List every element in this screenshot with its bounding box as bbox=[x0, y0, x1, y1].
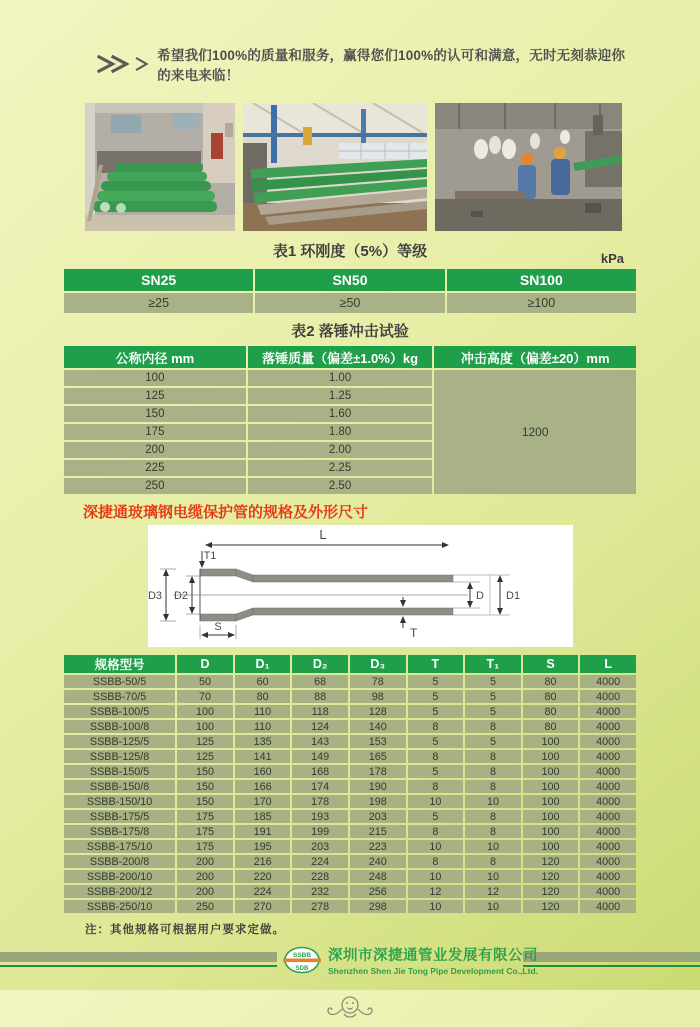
spec-cell: 228 bbox=[292, 870, 348, 883]
spec-cell: 80 bbox=[235, 690, 291, 703]
spec-cell: 80 bbox=[523, 720, 579, 733]
logo-bottom-text: SDB bbox=[295, 966, 309, 972]
spec-cell: 141 bbox=[235, 750, 291, 763]
spec-cell: 80 bbox=[523, 690, 579, 703]
spec-cell: 8 bbox=[408, 825, 464, 838]
spec-cell: 8 bbox=[465, 855, 521, 868]
ring-stiffness-value-row bbox=[64, 293, 636, 313]
footer-left-bar bbox=[0, 952, 277, 967]
spec-cell: 10 bbox=[408, 840, 464, 853]
spec-row bbox=[64, 690, 636, 703]
spec-header: L bbox=[580, 655, 636, 673]
spec-header: D₁ bbox=[235, 655, 291, 673]
impact-table-body bbox=[64, 370, 636, 494]
spec-cell: 224 bbox=[235, 885, 291, 898]
spec-cell: 4000 bbox=[580, 885, 636, 898]
spec-cell: 5 bbox=[408, 810, 464, 823]
spec-cell: 8 bbox=[408, 750, 464, 763]
spec-cell: 250 bbox=[177, 900, 233, 913]
chevron-arrows-icon bbox=[95, 53, 149, 75]
spec-cell: 80 bbox=[523, 705, 579, 718]
spec-row bbox=[64, 735, 636, 748]
impact-header-row bbox=[64, 346, 636, 368]
spec-cell: 190 bbox=[350, 780, 406, 793]
table1-title: 表1 环刚度（5%）等级 bbox=[272, 243, 428, 260]
spec-cell: 110 bbox=[235, 705, 291, 718]
spec-cell: 195 bbox=[235, 840, 291, 853]
pipe-yard-illustration bbox=[85, 103, 235, 231]
impact-cell: 225 bbox=[64, 460, 246, 476]
company-name-cn: 深圳市深捷通管业发展有限公司 bbox=[328, 948, 538, 964]
impact-cell: 200 bbox=[64, 442, 246, 458]
spec-header: S bbox=[523, 655, 579, 673]
spec-cell: 4000 bbox=[580, 780, 636, 793]
spec-cell: 100 bbox=[523, 840, 579, 853]
spec-cell: 199 bbox=[292, 825, 348, 838]
table2-title: 表2 落锤冲击试验 bbox=[291, 323, 409, 340]
spec-cell: 12 bbox=[408, 885, 464, 898]
workers-illustration bbox=[435, 103, 622, 231]
impact-cell: 150 bbox=[64, 406, 246, 422]
spec-cell: 200 bbox=[177, 855, 233, 868]
dim-T1: T1 bbox=[203, 550, 217, 562]
spec-cell: 5 bbox=[465, 735, 521, 748]
footer-company-block bbox=[282, 944, 538, 976]
impact-row bbox=[64, 370, 636, 386]
spec-cell: 4000 bbox=[580, 795, 636, 808]
spec-cell: SSBB-175/8 bbox=[64, 825, 175, 838]
company-logo-icon bbox=[282, 945, 322, 975]
impact-cell: 1.80 bbox=[248, 424, 433, 440]
spec-cell: 160 bbox=[235, 765, 291, 778]
logo-top-text: SSBB bbox=[292, 952, 312, 959]
spec-cell: SSBB-150/10 bbox=[64, 795, 175, 808]
spec-cell: 5 bbox=[408, 675, 464, 688]
spec-cell: SSBB-50/5 bbox=[64, 675, 175, 688]
spec-cell: 4000 bbox=[580, 765, 636, 778]
spec-cell: 100 bbox=[523, 780, 579, 793]
dim-D1: D1 bbox=[506, 590, 521, 602]
spec-cell: 224 bbox=[292, 855, 348, 868]
spec-cell: 220 bbox=[235, 870, 291, 883]
spec-cell: 4000 bbox=[580, 870, 636, 883]
spec-cell: 100 bbox=[177, 705, 233, 718]
spec-cell: SSBB-70/5 bbox=[64, 690, 175, 703]
spec-cell: 270 bbox=[235, 900, 291, 913]
spec-cell: 8 bbox=[408, 720, 464, 733]
spec-row bbox=[64, 765, 636, 778]
impact-cell: 175 bbox=[64, 424, 246, 440]
spec-cell: 5 bbox=[408, 690, 464, 703]
spec-cell: 166 bbox=[235, 780, 291, 793]
spec-row bbox=[64, 720, 636, 733]
dim-D: D bbox=[476, 590, 484, 602]
spec-cell: 232 bbox=[292, 885, 348, 898]
spec-cell: 175 bbox=[177, 840, 233, 853]
production-line-illustration bbox=[243, 103, 427, 231]
spec-cell: 8 bbox=[465, 825, 521, 838]
spec-cell: SSBB-150/5 bbox=[64, 765, 175, 778]
spec-row bbox=[64, 810, 636, 823]
ring-stiffness-value: ≥50 bbox=[255, 293, 444, 313]
spec-cell: 200 bbox=[177, 870, 233, 883]
spec-cell: 150 bbox=[177, 795, 233, 808]
spec-header: T bbox=[408, 655, 464, 673]
spec-cell: 98 bbox=[350, 690, 406, 703]
decorative-flourish bbox=[323, 994, 377, 1027]
spec-cell: 5 bbox=[408, 705, 464, 718]
dim-D2: D2 bbox=[173, 590, 188, 602]
spec-cell: 100 bbox=[523, 810, 579, 823]
impact-cell: 125 bbox=[64, 388, 246, 404]
spec-cell: 100 bbox=[523, 825, 579, 838]
ring-stiffness-value: ≥25 bbox=[64, 293, 253, 313]
spec-cell: 120 bbox=[523, 900, 579, 913]
spec-cell: 168 bbox=[292, 765, 348, 778]
spec-cell: 4000 bbox=[580, 855, 636, 868]
impact-cell: 100 bbox=[64, 370, 246, 386]
slogan-row bbox=[95, 0, 638, 84]
impact-cell: 1.60 bbox=[248, 406, 433, 422]
spec-cell: 5 bbox=[465, 675, 521, 688]
spec-cell: 8 bbox=[408, 780, 464, 793]
spec-cell: SSBB-100/8 bbox=[64, 720, 175, 733]
ring-stiffness-header: SN100 bbox=[447, 269, 636, 291]
spec-cell: SSBB-175/10 bbox=[64, 840, 175, 853]
spec-cell: 178 bbox=[350, 765, 406, 778]
spec-row bbox=[64, 840, 636, 853]
spec-cell: 4000 bbox=[580, 825, 636, 838]
spec-cell: SSBB-200/8 bbox=[64, 855, 175, 868]
spec-cell: SSBB-125/5 bbox=[64, 735, 175, 748]
impact-table bbox=[62, 344, 638, 496]
spec-cell: 10 bbox=[408, 870, 464, 883]
spec-header: T₁ bbox=[465, 655, 521, 673]
spec-cell: SSBB-150/8 bbox=[64, 780, 175, 793]
dim-D3: D3 bbox=[148, 590, 162, 602]
photo-pipe-yard bbox=[85, 103, 235, 231]
spec-cell: 124 bbox=[292, 720, 348, 733]
spec-cell: 215 bbox=[350, 825, 406, 838]
flourish-icon bbox=[323, 994, 377, 1022]
spec-cell: 150 bbox=[177, 780, 233, 793]
footer bbox=[0, 944, 700, 988]
spec-cell: 5 bbox=[465, 705, 521, 718]
spec-row bbox=[64, 870, 636, 883]
spec-cell: 174 bbox=[292, 780, 348, 793]
spec-cell: 153 bbox=[350, 735, 406, 748]
factory-photos bbox=[85, 103, 638, 231]
spec-cell: 4000 bbox=[580, 735, 636, 748]
spec-cell: 175 bbox=[177, 825, 233, 838]
spec-cell: SSBB-125/8 bbox=[64, 750, 175, 763]
spec-cell: 12 bbox=[465, 885, 521, 898]
spec-cell: 8 bbox=[465, 720, 521, 733]
spec-cell: 4000 bbox=[580, 840, 636, 853]
spec-cell: 150 bbox=[177, 765, 233, 778]
spec-cell: 125 bbox=[177, 735, 233, 748]
impact-cell: 2.50 bbox=[248, 478, 433, 494]
spec-cell: 120 bbox=[523, 870, 579, 883]
footer-right-bar bbox=[523, 952, 700, 967]
spec-cell: 216 bbox=[235, 855, 291, 868]
spec-cell: 10 bbox=[465, 900, 521, 913]
spec-header: D bbox=[177, 655, 233, 673]
spec-table bbox=[62, 653, 638, 915]
spec-cell: 120 bbox=[523, 885, 579, 898]
spec-cell: SSBB-200/10 bbox=[64, 870, 175, 883]
spec-cell: 223 bbox=[350, 840, 406, 853]
impact-cell: 250 bbox=[64, 478, 246, 494]
impact-header: 公称内径 mm bbox=[64, 346, 246, 368]
spec-header: D₃ bbox=[350, 655, 406, 673]
spec-cell: SSBB-250/10 bbox=[64, 900, 175, 913]
spec-cell: 200 bbox=[177, 885, 233, 898]
spec-cell: 5 bbox=[408, 765, 464, 778]
spec-cell: 193 bbox=[292, 810, 348, 823]
spec-cell: 191 bbox=[235, 825, 291, 838]
spec-cell: 143 bbox=[292, 735, 348, 748]
spec-cell: 8 bbox=[465, 780, 521, 793]
spec-cell: 100 bbox=[523, 735, 579, 748]
spec-cell: 165 bbox=[350, 750, 406, 763]
dim-L: L bbox=[319, 527, 327, 542]
spec-cell: 203 bbox=[350, 810, 406, 823]
spec-cell: 8 bbox=[465, 750, 521, 763]
spec-cell: 5 bbox=[465, 690, 521, 703]
spec-row bbox=[64, 885, 636, 898]
table2-title-row bbox=[62, 320, 638, 341]
spec-cell: 4000 bbox=[580, 705, 636, 718]
spec-cell: 10 bbox=[465, 870, 521, 883]
ring-stiffness-header: SN50 bbox=[255, 269, 444, 291]
spec-cell: 118 bbox=[292, 705, 348, 718]
spec-cell: 178 bbox=[292, 795, 348, 808]
spec-cell: 50 bbox=[177, 675, 233, 688]
impact-cell: 1.25 bbox=[248, 388, 433, 404]
spec-cell: 120 bbox=[523, 855, 579, 868]
company-name-en: Shenzhen Shen Jie Tong Pipe Development Co.,Ltd. bbox=[328, 966, 539, 976]
ring-stiffness-table bbox=[62, 267, 638, 315]
impact-header: 冲击高度（偏差±20）mm bbox=[434, 346, 636, 368]
spec-section-heading: 深捷通玻璃钢电缆保护管的规格及外形尺寸 bbox=[83, 504, 369, 521]
spec-cell: 10 bbox=[408, 900, 464, 913]
pipe-diagram-drawing bbox=[148, 525, 573, 647]
ring-stiffness-value: ≥100 bbox=[447, 293, 636, 313]
ring-stiffness-header: SN25 bbox=[64, 269, 253, 291]
spec-header: D₂ bbox=[292, 655, 348, 673]
spec-cell: 4000 bbox=[580, 690, 636, 703]
spec-cell: 8 bbox=[465, 810, 521, 823]
spec-cell: 140 bbox=[350, 720, 406, 733]
spec-cell: 4000 bbox=[580, 675, 636, 688]
spec-cell: 248 bbox=[350, 870, 406, 883]
pipe-dimension-diagram bbox=[148, 525, 573, 647]
spec-row bbox=[64, 855, 636, 868]
spec-cell: 4000 bbox=[580, 720, 636, 733]
spec-cell: 100 bbox=[177, 720, 233, 733]
spec-cell: 203 bbox=[292, 840, 348, 853]
custom-note: 注：其他规格可根据用户要求定做。 bbox=[85, 924, 285, 936]
spec-cell: 4000 bbox=[580, 900, 636, 913]
spec-cell: 10 bbox=[465, 840, 521, 853]
spec-row bbox=[64, 780, 636, 793]
slogan-text: 希望我们100%的质量和服务，赢得您们100%的认可和满意，无时无刻恭迎你的来电来临！ bbox=[157, 48, 626, 83]
impact-cell: 2.00 bbox=[248, 442, 433, 458]
spec-row bbox=[64, 750, 636, 763]
spec-cell: 298 bbox=[350, 900, 406, 913]
spec-cell: 5 bbox=[408, 735, 464, 748]
spec-cell: 149 bbox=[292, 750, 348, 763]
spec-cell: 8 bbox=[408, 855, 464, 868]
spec-header: 规格型号 bbox=[64, 655, 175, 673]
photo-workers bbox=[435, 103, 622, 231]
spec-cell: 185 bbox=[235, 810, 291, 823]
table1-title-row bbox=[62, 240, 638, 266]
dim-S: S bbox=[214, 621, 222, 633]
spec-cell: 240 bbox=[350, 855, 406, 868]
spec-cell: 78 bbox=[350, 675, 406, 688]
spec-cell: 100 bbox=[523, 795, 579, 808]
spec-cell: 198 bbox=[350, 795, 406, 808]
impact-height-cell: 1200 bbox=[434, 370, 636, 494]
spec-header-row bbox=[64, 655, 636, 673]
spec-cell: 80 bbox=[523, 675, 579, 688]
spec-cell: SSBB-200/12 bbox=[64, 885, 175, 898]
spec-cell: 10 bbox=[465, 795, 521, 808]
spec-cell: 256 bbox=[350, 885, 406, 898]
spec-cell: 8 bbox=[465, 765, 521, 778]
spec-cell: 88 bbox=[292, 690, 348, 703]
spec-cell: 10 bbox=[408, 795, 464, 808]
dim-T: T bbox=[410, 626, 418, 640]
spec-cell: SSBB-175/5 bbox=[64, 810, 175, 823]
spec-cell: 60 bbox=[235, 675, 291, 688]
table1-unit: kPa bbox=[600, 251, 624, 266]
ring-stiffness-header-row bbox=[64, 269, 636, 291]
impact-cell: 2.25 bbox=[248, 460, 433, 476]
spec-cell: 70 bbox=[177, 690, 233, 703]
spec-cell: 125 bbox=[177, 750, 233, 763]
spec-cell: 128 bbox=[350, 705, 406, 718]
photo-production-line bbox=[243, 103, 427, 231]
impact-cell: 1.00 bbox=[248, 370, 433, 386]
spec-row bbox=[64, 825, 636, 838]
spec-row bbox=[64, 705, 636, 718]
spec-cell: 4000 bbox=[580, 750, 636, 763]
spec-cell: 170 bbox=[235, 795, 291, 808]
spec-cell: 100 bbox=[523, 750, 579, 763]
spec-cell: 4000 bbox=[580, 810, 636, 823]
spec-table-body bbox=[64, 675, 636, 913]
spec-cell: 278 bbox=[292, 900, 348, 913]
spec-cell: 68 bbox=[292, 675, 348, 688]
spec-cell: 175 bbox=[177, 810, 233, 823]
spec-cell: 100 bbox=[523, 765, 579, 778]
spec-cell: SSBB-100/5 bbox=[64, 705, 175, 718]
spec-cell: 135 bbox=[235, 735, 291, 748]
spec-row bbox=[64, 675, 636, 688]
spec-row bbox=[64, 795, 636, 808]
impact-header: 落锤质量（偏差±1.0%）kg bbox=[248, 346, 433, 368]
spec-row bbox=[64, 900, 636, 913]
spec-cell: 110 bbox=[235, 720, 291, 733]
